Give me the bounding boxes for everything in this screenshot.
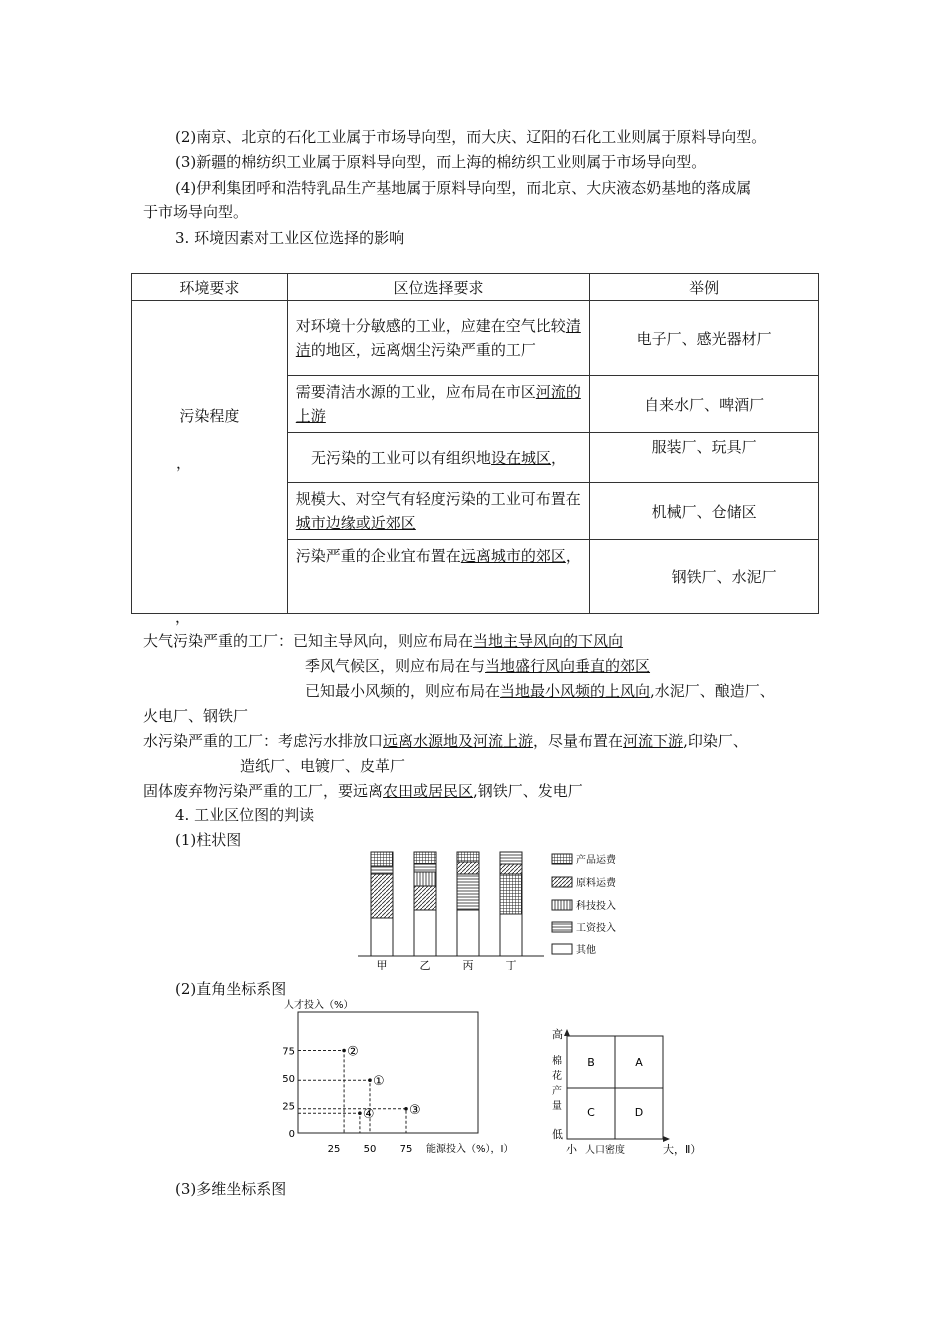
quadrant-d: D <box>634 1106 644 1119</box>
section-3-heading: 3. 环境因素对工业区位选择的影响 <box>175 229 405 247</box>
scatter-chart <box>280 996 540 1160</box>
legend-material-freight: 原料运费 <box>576 878 616 889</box>
scatter-guide-line <box>298 1113 360 1133</box>
bar-label-yi: 乙 <box>419 959 431 970</box>
air-line-c: 已知最小风频的，则应布局在当地最小风频的上风向,水泥厂、酿造厂、 <box>305 682 775 700</box>
environment-table <box>131 273 819 614</box>
intro-line-2: (2)南京、北京的石化工业属于市场导向型，而大庆、辽阳的石化工业则属于原料导向型。 <box>175 128 767 146</box>
quadrant-c: C <box>587 1106 595 1119</box>
scatter-y-tick: 75 <box>282 1046 295 1058</box>
subsection-bar: (1)柱状图 <box>175 831 242 849</box>
air-line-a: 大气污染严重的工厂：已知主导风向，则应布局在当地主导风向的下风向 <box>143 632 624 650</box>
row-2-requirement: 需要清洁水源的工业，应布局在市区河流的上游 <box>287 376 589 433</box>
header-env: 环境要求 <box>132 274 288 301</box>
stacked-bar-chart <box>350 848 640 970</box>
section-4-heading: 4. 工业区位图的判读 <box>175 806 315 824</box>
water-line-a: 水污染严重的工厂：考虑污水排放口远离水源地及河流上游，尽量布置在河流下游,印染厂、 <box>143 732 748 750</box>
subsection-multidim: (3)多维坐标系图 <box>175 1180 287 1198</box>
subsection-cartesian: (2)直角坐标系图 <box>175 980 287 998</box>
scatter-point-label: ② <box>347 1044 359 1060</box>
scatter-point <box>358 1111 362 1115</box>
bar-legend <box>552 853 617 956</box>
row-1-requirement: 对环境十分敏感的工业，应建在空气比较清洁的地区，远离烟尘污染严重的工厂 <box>287 301 589 376</box>
scatter-points <box>342 1045 420 1123</box>
row-3-example: 服装厂、玩具厂 <box>590 433 819 483</box>
scatter-ticks <box>282 1044 413 1156</box>
bar-label-jia: 甲 <box>376 959 388 970</box>
scatter-x-label: 能源投入（%），Ⅰ） <box>426 1144 514 1155</box>
group-cell <box>132 301 288 614</box>
x-axis-small: 小 <box>566 1143 577 1156</box>
row-4-example: 机械厂、仓储区 <box>590 483 819 540</box>
y-axis-label-2: 花 <box>552 1071 562 1082</box>
scatter-point-label: ① <box>373 1074 385 1090</box>
scatter-point-label: ③ <box>409 1102 421 1118</box>
y-axis-low: 低 <box>552 1128 563 1141</box>
bar-yi <box>414 852 436 956</box>
bar-label-ding: 丁 <box>505 959 517 970</box>
scatter-x-tick: 50 <box>363 1144 377 1155</box>
quadrant-a: A <box>635 1056 643 1069</box>
quadrant-chart <box>545 1024 715 1160</box>
legend-product-freight: 产品运费 <box>576 855 616 866</box>
scatter-guide-line <box>298 1080 370 1133</box>
row-1-example: 电子厂、感光器材厂 <box>590 301 819 376</box>
scatter-guide-line <box>298 1051 344 1134</box>
scatter-guide-line <box>298 1109 406 1133</box>
row-3-requirement: 无污染的工业可以有组织地设在城区， <box>287 433 589 483</box>
scatter-x-tick: 25 <box>327 1144 341 1155</box>
group-comma: ， <box>176 454 192 472</box>
y-axis-label-1: 棉 <box>552 1056 562 1067</box>
water-line-b: 造纸厂、电镀厂、皮革厂 <box>240 757 406 775</box>
scatter-y-tick: 50 <box>282 1074 295 1085</box>
y-axis-high: 高 <box>552 1028 563 1041</box>
header-example: 举例 <box>590 274 819 301</box>
y-axis-label-3: 产 <box>552 1086 562 1097</box>
stray-comma: ， <box>175 608 191 626</box>
scatter-point <box>404 1107 408 1111</box>
x-axis-label: 人口密度 <box>585 1145 625 1156</box>
header-location: 区位选择要求 <box>287 274 589 301</box>
legend-other: 其他 <box>576 945 596 956</box>
scatter-point <box>368 1078 372 1082</box>
scatter-point-label: ④ <box>362 1107 375 1123</box>
legend-tech-input: 科技投入 <box>576 901 616 912</box>
intro-line-3: (3)新疆的棉纺织工业属于原料导向型，而上海的棉纺织工业则属于市场导向型。 <box>175 153 707 171</box>
scatter-x-tick: 75 <box>399 1144 413 1155</box>
bar-ding <box>500 852 522 956</box>
row-4-requirement: 规模大、对空气有轻度污染的工业可布置在城市边缘或近郊区 <box>287 483 589 540</box>
row-5-example: 钢铁厂、水泥厂 <box>590 540 819 614</box>
quadrant-b: B <box>587 1056 595 1069</box>
scatter-y-label: 人才投入（%） <box>284 1000 354 1011</box>
x-axis-large: 大，Ⅱ） <box>663 1143 702 1156</box>
bar-label-bing: 丙 <box>462 959 474 970</box>
intro-line-4b: 于市场导向型。 <box>143 203 249 221</box>
scatter-point <box>342 1049 346 1053</box>
intro-line-4a: (4)伊利集团呼和浩特乳品生产基地属于原料导向型，而北京、大庆液态奶基地的落成属 <box>175 179 752 197</box>
row-2-example: 自来水厂、啤酒厂 <box>590 376 819 433</box>
y-axis-label-4: 量 <box>552 1101 562 1112</box>
row-5-requirement: 污染严重的企业宜布置在远离城市的郊区， <box>287 540 589 614</box>
bar-jia <box>371 852 393 956</box>
scatter-y-tick: 25 <box>282 1101 295 1113</box>
legend-wage-input: 工资投入 <box>576 923 616 934</box>
scatter-guides <box>298 1051 406 1134</box>
bar-bing <box>457 852 479 956</box>
solid-line: 固体废弃物污染严重的工厂，要远离农田或居民区,钢铁厂、发电厂 <box>143 782 583 800</box>
group-label: 污染程度 <box>179 407 240 425</box>
air-line-d: 火电厂、钢铁厂 <box>143 707 249 725</box>
air-line-b: 季风气候区，则应布局在与当地盛行风向垂直的郊区 <box>305 657 651 675</box>
scatter-y-tick: 0 <box>288 1129 295 1140</box>
